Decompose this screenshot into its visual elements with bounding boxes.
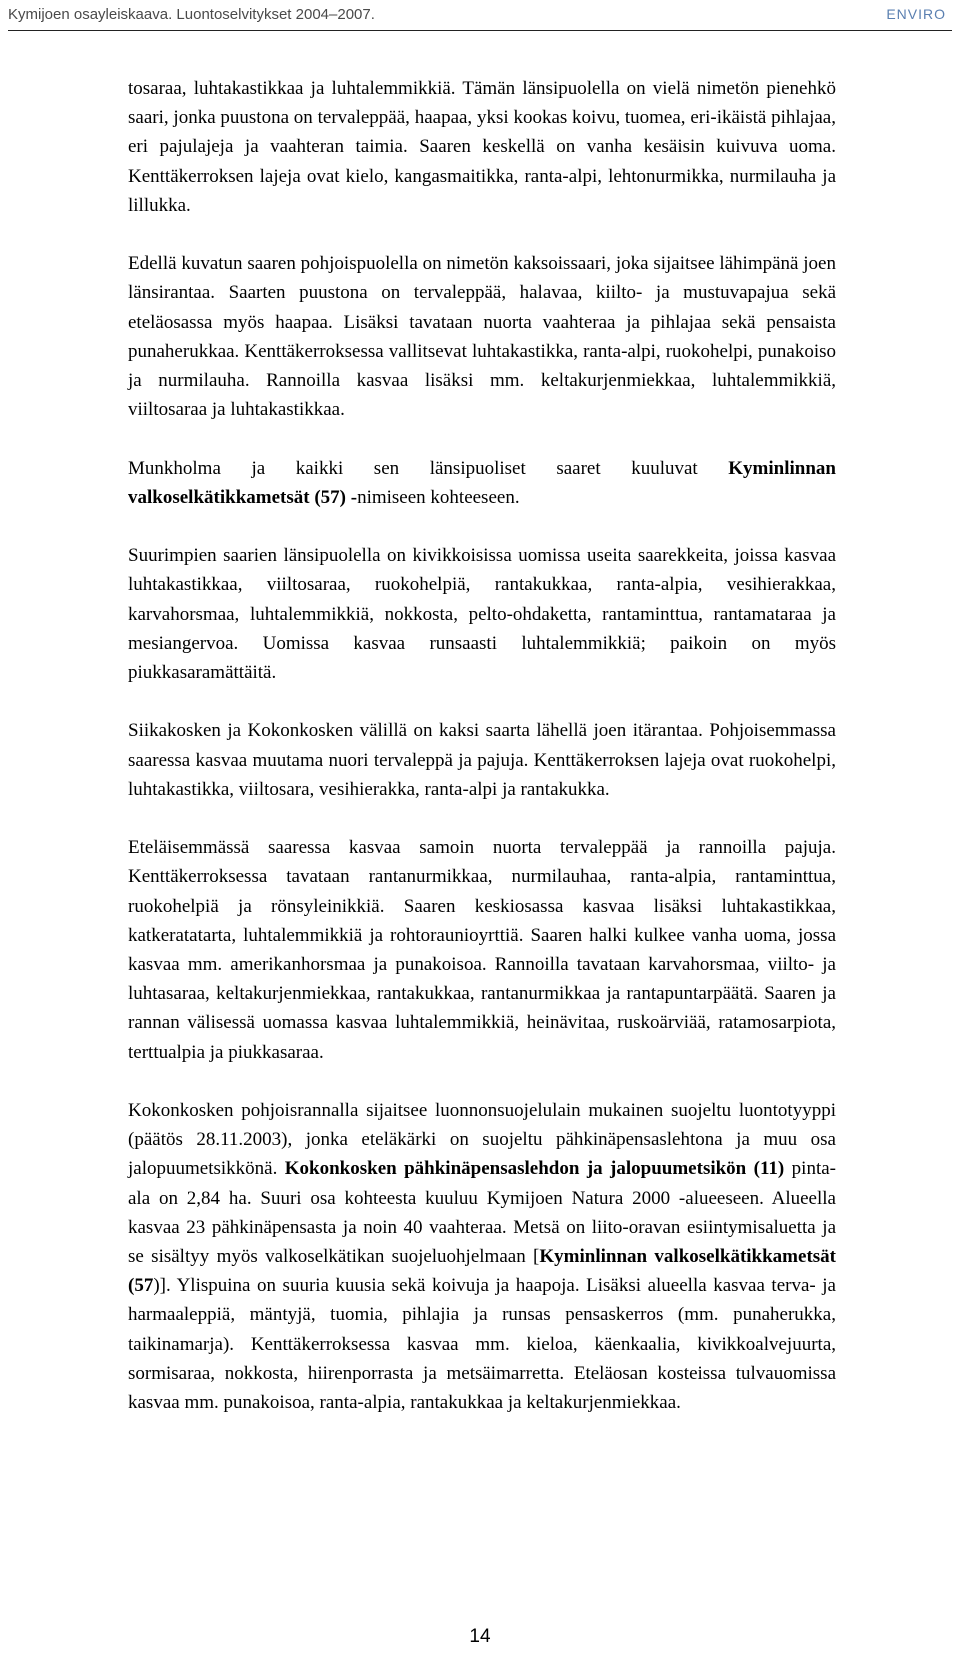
text-run: Kokonkosken pohjoisrannalla sijaitsee luonnonsuojelulain mukainen suojeltu luontotyyppi (päätös 28.11.2003), jonka eteläkärki on suojeltu pähkinäpensaslehtona ja muu osa jalopuumetsikkönä. (128, 1100, 836, 1180)
body-text (128, 74, 836, 1446)
header-divider (8, 30, 952, 31)
paragraph (128, 249, 836, 424)
text-run: Eteläisemmässä saaressa kasvaa samoin nuorta tervaleppää ja rannoilla pajuja. Kenttäkerroksessa tavataan rantanurmikkaa, nurmilauhaa, ranta-alpia, rantaminttua, ruokohelpiä ja rönsyleinikkiä. Saaren keskiosassa kasvaa lisäksi luhtakastikkaa, katkeratatarta, luhtalemmikkiä ja rohtoraunioyrttiä. Saaren halki kulkee vanha uoma, jossa kasvaa mm. amerikanhorsmaa ja punakoisoa. Rannoilla tavataan karvahorsmaa, viilto- ja luhtasaraa, keltakurjenmiekkaa, rantakukkaa, rantanurmikkaa ja rantapuntarpäätä. Saaren ja rannan välisessä uomassa kasvaa luhtalemmikkiä, heinävitaa, ruskoärviää, ratamosarpiota, terttualpia ja piukkasaraa. (128, 837, 836, 1063)
page-number: 14 (469, 1626, 491, 1647)
text-run: tosaraa, luhtakastikkaa ja luhtalemmikkiä. Tämän länsipuolella on vielä nimetön pienehkö saari, jonka puustona on tervaleppää, haapaa, yksi kookas koivu, tuomea, eri-ikäistä pihlajaa, eri pajulajeja ja vaahteran taimia. Saaren keskellä on vanha kesäisin kuivuva uoma. Kenttäkerroksen lajeja ovat kielo, kangasmaitikka, ranta-alpi, lehtonurmikka, nurmilauha ja lillukka. (128, 78, 836, 216)
header-title: Kymijoen osayleiskaava. Luontoselvitykset 2004–2007. (8, 6, 375, 23)
bold-text-run: Kokonkosken pähkinäpensaslehdon ja jalopuumetsikön (11) (284, 1158, 785, 1180)
page-header (0, 0, 960, 30)
paragraph (128, 454, 836, 512)
text-run: Suurimpien saarien länsipuolella on kivikkoisissa uomissa useita saarekkeita, joissa kasvaa luhtakastikkaa, viiltosaraa, ruokohelpiä, rantakukkaa, ranta-alpia, vesihierakkaa, karvahorsmaa, luhtalemmikkiä, nokkosta, pelto-ohdaketta, rantaminttua, rantamataraa ja mesiangervoa. Uomissa kasvaa runsaasti luhtalemmikkiä; paikoin on myös piukkasaramättäitä. (128, 545, 836, 684)
text-run: Munkholma ja kaikki sen länsipuoliset saaret kuuluvat (128, 457, 729, 479)
bold-text-run: Kyminlinnan valkoselkätikkametsät (57) - (128, 457, 836, 508)
text-run: nimiseen kohteeseen. (357, 486, 520, 508)
text-run: Edellä kuvatun saaren pohjoispuolella on nimetön kaksoissaari, joka sijaitsee lähimpänä joen länsirantaa. Saarten puustona on tervaleppää, halavaa, kiilto- ja mustuvapajua sekä eteläosassa myös haapaa. Lisäksi tavataan nuorta vaahteraa ja pihlajaa sekä pensaista punaherukkaa. Kenttäkerroksessa vallitsevat luhtakastikka, ranta-alpi, ruokohelpi, punakoiso ja nurmilauha. Rannoilla kasvaa lisäksi mm. keltakurjenmiekkaa, luhtalemmikkiä, viiltosaraa ja luhtakastikkaa. (128, 253, 836, 421)
paragraph (128, 541, 836, 687)
enviro-logo: ENVIRO (886, 6, 946, 22)
text-run: pinta-ala on 2,84 ha. Suuri osa kohteesta kuuluu Kymijoen Natura 2000 -alueeseen. Alueella kasvaa 23 pähkinäpensasta ja noin 40 vaahteraa. Metsä on liito-oravan esiintymisaluetta ja se sisältyy myös valkoselkätikan suojeluohjelmaan [ (128, 1158, 836, 1268)
text-run: )]. Ylispuina on suuria kuusia sekä koivuja ja haapoja. Lisäksi alueella kasvaa terva- ja harmaaleppiä, mäntyjä, tuomia, pihlajia ja runsas pensaskerros (mm. punaherukka, taikinamarja). Kenttäkerroksessa kasvaa mm. kieloa, käenkaalia, kivikkoalvejuurta, sormisaraa, nokkosta, hiirenporrasta ja metsäimarretta. Eteläosan kosteissa tulvauomissa kasvaa mm. punakoisoa, ranta-alpia, rantakukkaa ja keltakurjenmiekkaa. (128, 1275, 836, 1414)
bold-text-run: Kyminlinnan valkoselkätikkametsät (57 (128, 1246, 836, 1297)
paragraph (128, 1096, 836, 1417)
text-run: Siikakosken ja Kokonkosken välillä on kaksi saarta lähellä joen itärantaa. Pohjoisemmassa saaressa kasvaa muutama nuori tervaleppä ja pajuja. Kenttäkerroksen lajeja ovat ruokohelpi, luhtakastikka, viiltosara, vesihierakka, ranta-alpi ja rantakukka. (128, 720, 836, 800)
paragraph (128, 716, 836, 804)
paragraph (128, 833, 836, 1067)
paragraph (128, 74, 836, 220)
